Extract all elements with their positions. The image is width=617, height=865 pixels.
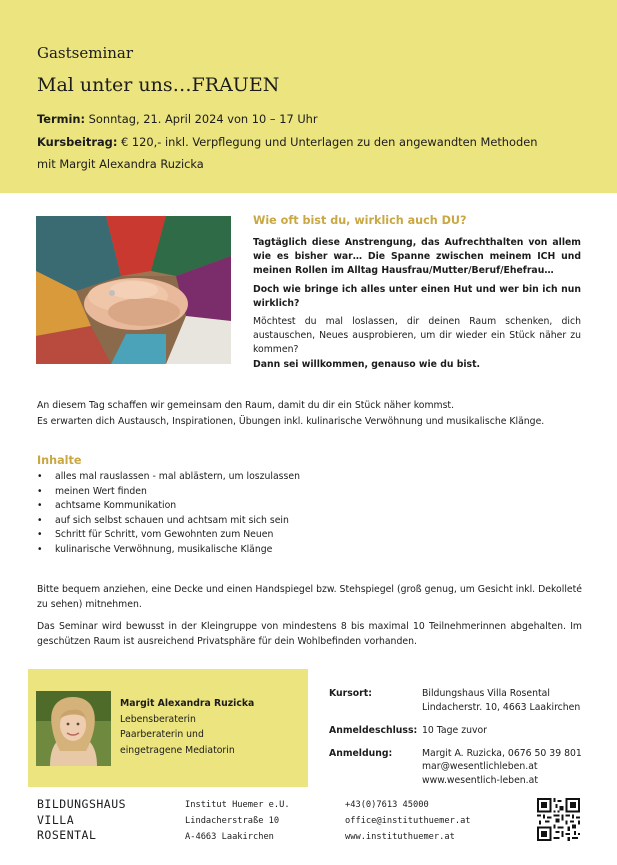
kursort-line-2: Lindacherstr. 10, 4663 Laakirchen <box>422 701 581 713</box>
list-item: • achtsame Kommunikation <box>37 499 437 514</box>
closing-paragraph-1: Bitte bequem anziehen, eine Decke und einen Handspiegel bzw. Stehspiegel (groß genug, um Gesicht inkl. Dekolleté zu sehen) mitnehmen. <box>37 584 582 610</box>
hands-photo <box>36 216 231 364</box>
inhalte-list <box>37 470 437 558</box>
footer-address <box>185 797 290 845</box>
anmeldung-email[interactable]: mar@wesentlichleben.at <box>422 761 538 773</box>
contact-email[interactable]: office@instituthuemer.at <box>345 816 471 826</box>
trainer-box <box>28 669 308 787</box>
contact-website[interactable]: www.instituthuemer.at <box>345 832 455 842</box>
closing-text <box>37 583 582 649</box>
qr-code-icon <box>537 798 580 841</box>
anmeldeschluss-text: 10 Tage zuvor <box>422 725 487 737</box>
course-details <box>329 687 599 798</box>
kursort-value <box>422 687 580 714</box>
trainer-name: Margit Alexandra Ruzicka <box>120 698 255 709</box>
kursort-row <box>329 687 599 714</box>
address-line-3: A-4663 Laakirchen <box>185 832 274 842</box>
kursort-line-1: Bildungshaus Villa Rosental <box>422 688 550 699</box>
page-title: Mal unter uns…FRAUEN <box>37 74 280 96</box>
kursbeitrag-value: € 120,- inkl. Verpflegung und Unterlagen zu den angewandten Methoden <box>117 135 538 149</box>
anmeldung-website[interactable]: www.wesentlich-leben.at <box>422 774 538 786</box>
intro-text-line-2: Es erwarten dich Austausch, Inspirationen, Übungen inkl. kulinarische Verwöhnung und musikalische Klänge. <box>37 415 545 427</box>
termin-line <box>37 112 318 126</box>
trainer-line: mit Margit Alexandra Ruzicka <box>37 157 204 171</box>
intro-paragraph-3: Möchtest du mal loslassen, dir deinen Raum schenken, dich austauschen, Neues ausprobieren, um dir wieder ein Stück näher zu kommen? <box>253 316 581 356</box>
intro-text-line-1: An diesem Tag schaffen wir gemeinsam den Raum, damit du dir ein Stück näher kommst. <box>37 400 455 411</box>
list-item: • Schritt für Schritt, vom Gewohnten zum Neuen <box>37 528 437 543</box>
kursbeitrag-label: Kursbeitrag: <box>37 135 118 149</box>
trainer-role-2: Paarberaterin und <box>120 729 204 740</box>
anmeldung-value <box>422 747 582 788</box>
address-line-2: Lindacherstraße 10 <box>185 816 280 826</box>
intro-paragraph-4: Dann sei willkommen, genauso wie du bist. <box>253 358 481 370</box>
anmeldeschluss-row <box>329 724 599 738</box>
anmeldung-row <box>329 747 599 788</box>
list-item: • alles mal rauslassen - mal ablästern, um loszulassen <box>37 470 437 485</box>
list-item: • meinen Wert finden <box>37 485 437 500</box>
termin-label: Termin: <box>37 112 86 126</box>
inhalte-heading: Inhalte <box>37 454 82 467</box>
anmeldung-label: Anmeldung: <box>329 747 393 759</box>
closing-paragraph-2: Das Seminar wird bewusst in der Kleingruppe von mindestens 8 bis maximal 10 Teilnehmerinnen abgehalten. Im geschützen Raum ist ausreichend Privatsphäre für dein Wohlbefinden vorhanden. <box>37 621 582 647</box>
termin-value: Sonntag, 21. April 2024 von 10 – 17 Uhr <box>85 112 318 126</box>
anmeldeschluss-value <box>422 724 487 738</box>
kursort-label: Kursort: <box>329 688 372 699</box>
kursbeitrag-line <box>37 135 537 149</box>
anmeldeschluss-label: Anmeldeschluss: <box>329 725 418 737</box>
logo-line-1: BILDUNGSHAUS <box>37 797 127 811</box>
footer-contact <box>345 797 471 845</box>
logo-line-3: ROSENTAL <box>37 828 97 842</box>
logo-line-2: VILLA <box>37 812 75 827</box>
trainer-role-1: Lebensberaterin <box>120 713 196 725</box>
list-item: • auf sich selbst schauen und achtsam mit sich sein <box>37 514 437 529</box>
villa-rosental-logo <box>37 797 126 844</box>
intro-text <box>37 398 592 429</box>
trainer-role-3: eingetragene Mediatorin <box>120 744 235 756</box>
intro-paragraph-2: Doch wie bringe ich alles unter einen Hut und wer bin ich nun wirklich? <box>253 283 581 309</box>
contact-phone: +43(0)7613 45000 <box>345 800 429 810</box>
trainer-portrait <box>36 691 111 766</box>
trainer-info <box>120 696 254 758</box>
pre-title: Gastseminar <box>37 44 134 62</box>
intro-block <box>253 214 581 372</box>
header-banner <box>0 0 617 193</box>
intro-paragraph-1: Tagtäglich diese Anstrengung, das Aufrechthalten von allem wie es bisher war… Die Spanne zwischen meinem ICH und meinen Rollen im Alltag Hausfrau/Mutter/Beruf/Ehefrau… <box>253 237 581 277</box>
list-item: • kulinarische Verwöhnung, musikalische Klänge <box>37 543 437 558</box>
question-heading: Wie oft bist du, wirklich auch DU? <box>253 214 467 227</box>
anmeldung-phone: Margit A. Ruzicka, 0676 50 39 801 <box>422 747 582 759</box>
address-line-1: Institut Huemer e.U. <box>185 800 290 810</box>
